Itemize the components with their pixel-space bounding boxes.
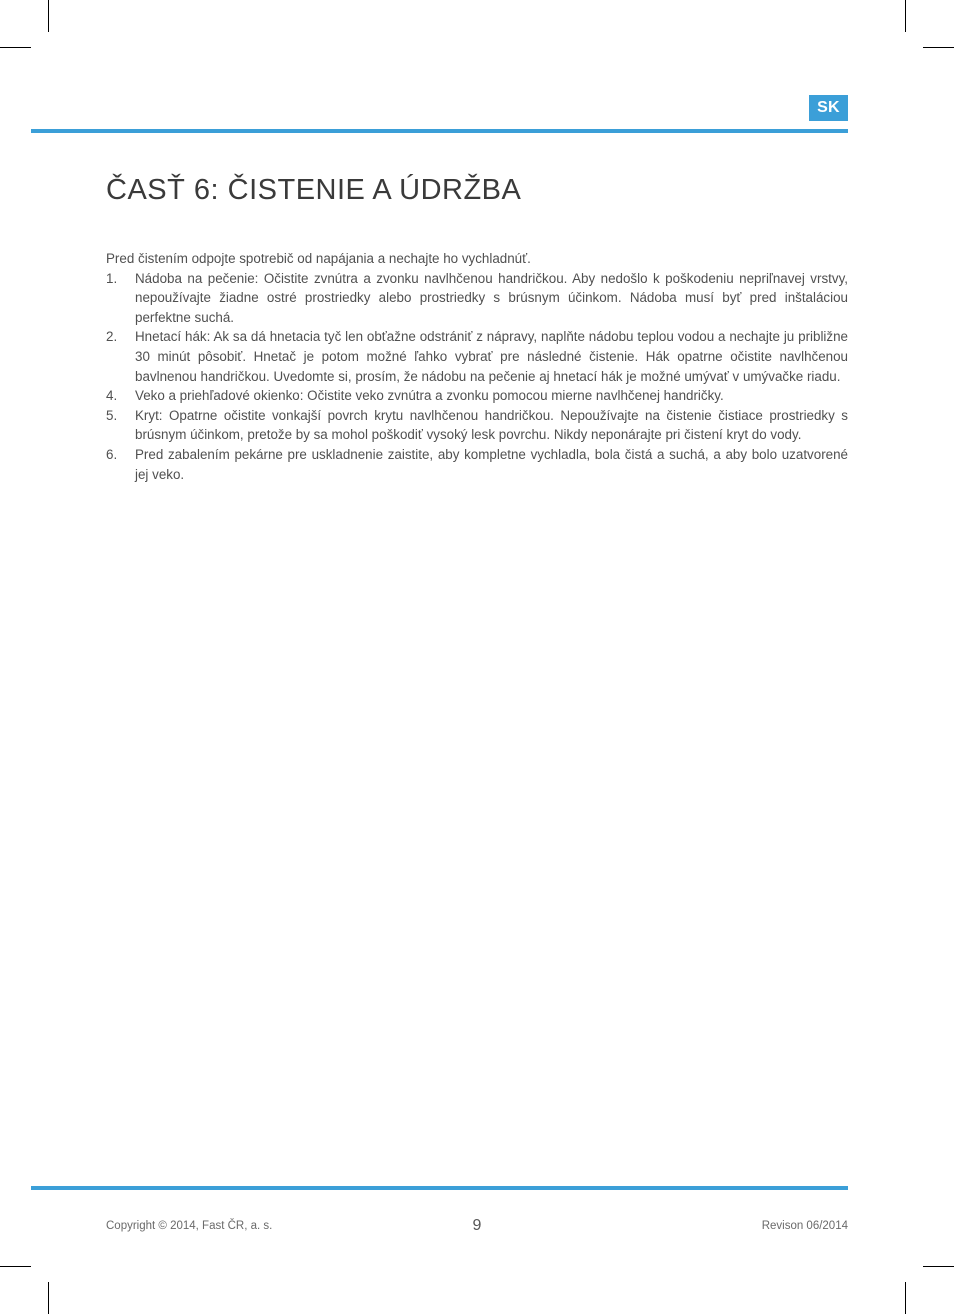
list-item-text: Pred zabalením pekárne pre uskladnenie zaistite, aby kompletne vychladla, bola čistá a suchá, a aby bolo uzatvorené jej veko. bbox=[135, 446, 848, 482]
list-item bbox=[106, 386, 848, 406]
list-item-text: Kryt: Opatrne očistite vonkajší povrch krytu navlhčenou handričkou. Nepoužívajte na čistenie čistiace prostriedky s brúsnym účinkom, pretože by sa mohol poškodiť vysoký lesk povrchu. Nikdy neponárajte pri čistení kryt do vody. bbox=[135, 407, 848, 443]
list-item-text: Hnetací hák: Ak sa dá hnetacia tyč len obťažne odstrániť z nápravy, naplňte nádobu teplou vodou a nechajte ju približne 30 minút pôsobiť. Hnetač je potom možné ľahko vybrať pre následné čistenie. Hák opatrne očistite navlhčenou bavlnenou handričkou. Uvedomte si, prosím, že nádobu na pečenie aj hnetací hák je možné umývať v umývačke riadu. bbox=[135, 329, 848, 384]
footer-rule bbox=[31, 1186, 848, 1190]
copyright-text: Copyright © 2014, Fast ČR, a. s. bbox=[106, 1220, 273, 1232]
instruction-list bbox=[106, 269, 848, 485]
list-item bbox=[106, 327, 848, 386]
language-badge: SK bbox=[809, 95, 848, 121]
crop-mark bbox=[905, 0, 906, 32]
list-item bbox=[106, 445, 848, 484]
intro-text: Pred čistením odpojte spotrebič od napájania a nechajte ho vychladnúť. bbox=[106, 251, 531, 266]
list-item-text: Nádoba na pečenie: Očistite zvnútra a zvonku navlhčenou handričkou. Aby nedošlo k poškodeniu nepriľnavej vrstvy, nepoužívajte žiadne ostré prostriedky alebo prostriedky s brúsnym účinkom. Nádoba musí byť pred inštaláciou perfektne suchá. bbox=[135, 270, 848, 325]
page-title: ČASŤ 6: ČISTENIE A ÚDRŽBA bbox=[106, 174, 522, 206]
page-number: 9 bbox=[472, 1217, 482, 1234]
list-item-number: 2. bbox=[106, 329, 118, 345]
crop-mark bbox=[923, 47, 954, 48]
document-body bbox=[106, 249, 848, 484]
revision-text: Revison 06/2014 bbox=[761, 1220, 848, 1232]
crop-mark bbox=[905, 1282, 906, 1314]
crop-mark bbox=[0, 47, 31, 48]
header-rule bbox=[31, 129, 848, 133]
list-item-number: 6. bbox=[106, 446, 118, 462]
list-item bbox=[106, 269, 848, 328]
crop-mark bbox=[48, 1282, 49, 1314]
list-item-number: 1. bbox=[106, 270, 118, 286]
list-item-text: Veko a priehľadové okienko: Očistite veko zvnútra a zvonku pomocou mierne navlhčenej handričky. bbox=[135, 388, 724, 404]
crop-mark bbox=[48, 0, 49, 32]
crop-mark bbox=[923, 1266, 954, 1267]
crop-mark bbox=[0, 1266, 31, 1267]
list-item-number: 5. bbox=[106, 407, 118, 423]
list-item bbox=[106, 406, 848, 445]
list-item-number: 4. bbox=[106, 388, 118, 404]
